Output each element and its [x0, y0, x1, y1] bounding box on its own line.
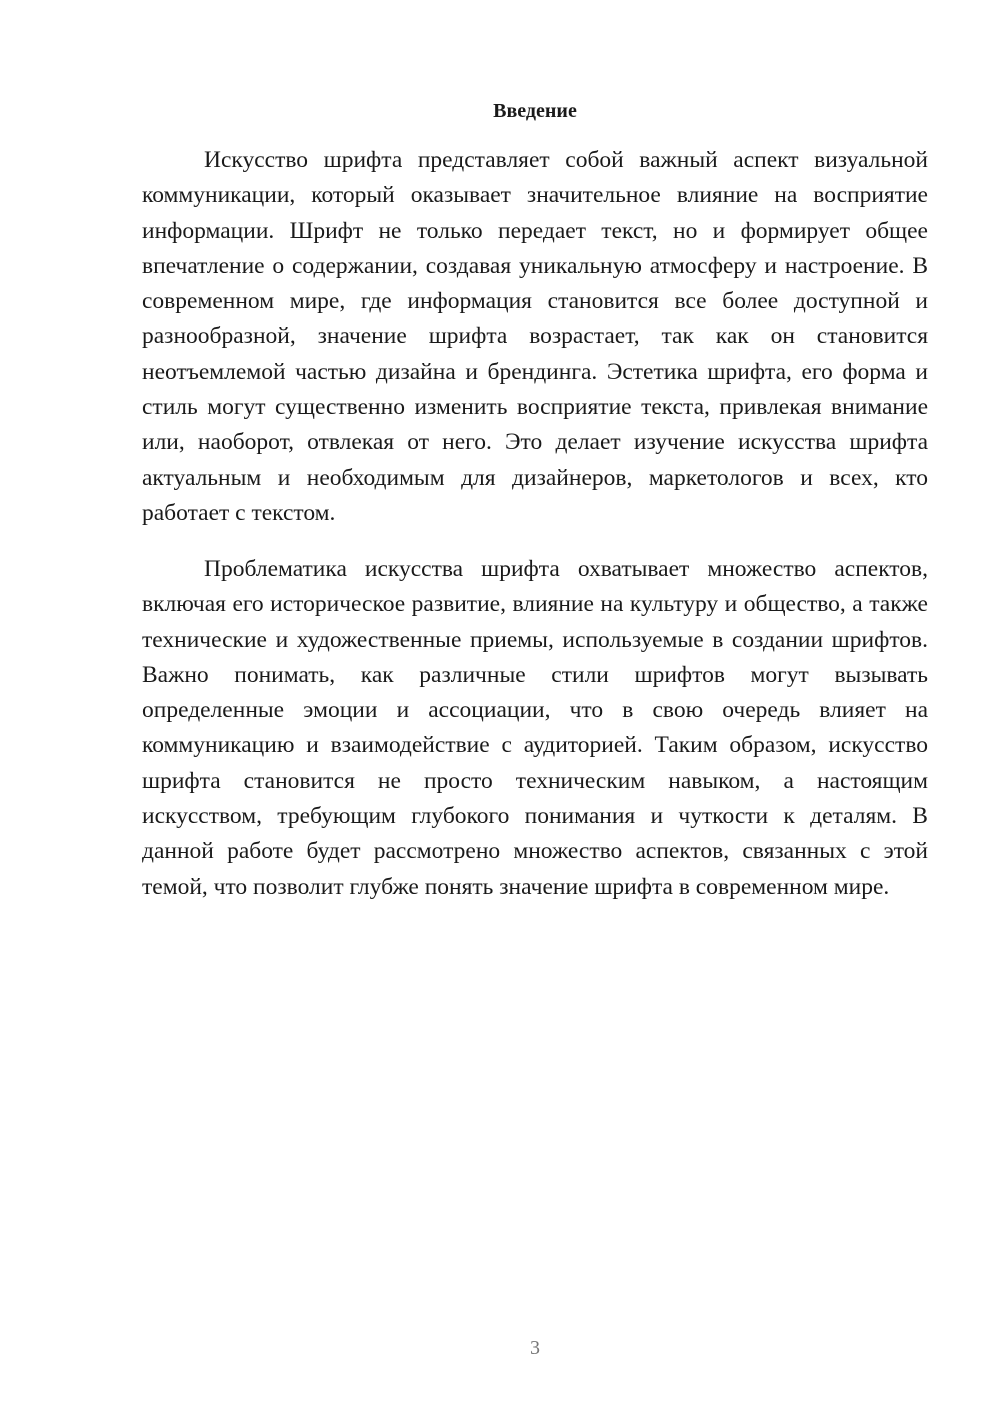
paragraph-1: Искусство шрифта представляет собой важный аспект визуальной коммуникации, который оказывает значительное влияние на восприятие информации. Шрифт не только передает текст, но и формирует общее впечатление о содержании, создавая уникальную атмосферу и настроение. В современном мире, где информация становится все более доступной и разнообразной, значение шрифта возрастает, так как он становится неотъемлемой частью дизайна и брендинга. Эстетика шрифта, его форма и стиль могут существенно изменить восприятие текста, привлекая внимание или, наоборот, отвлекая от него. Это делает изучение искусства шрифта актуальным и необходимым для дизайнеров, маркетологов и всех, кто работает с текстом.	[142, 147, 928, 526]
page-number: 3	[530, 1337, 540, 1359]
section-heading: Введение	[493, 100, 577, 122]
paragraph-2: Проблематика искусства шрифта охватывает множество аспектов, включая его историческое развитие, влияние на культуру и общество, а также технические и художественные приемы, используемые в создании шрифтов. Важно понимать, как различные стили шрифтов могут вызывать определенные эмоции и ассоциации, что в свою очередь влияет на коммуникацию и взаимодействие с аудиторией. Таким образом, искусство шрифта становится не просто техническим навыком, а настоящим искусством, требующим глубокого понимания и чуткости к деталям. В данной работе будет рассмотрено множество аспектов, связанных с этой темой, что позволит глубже понять значение шрифта в современном мире.	[142, 556, 928, 900]
